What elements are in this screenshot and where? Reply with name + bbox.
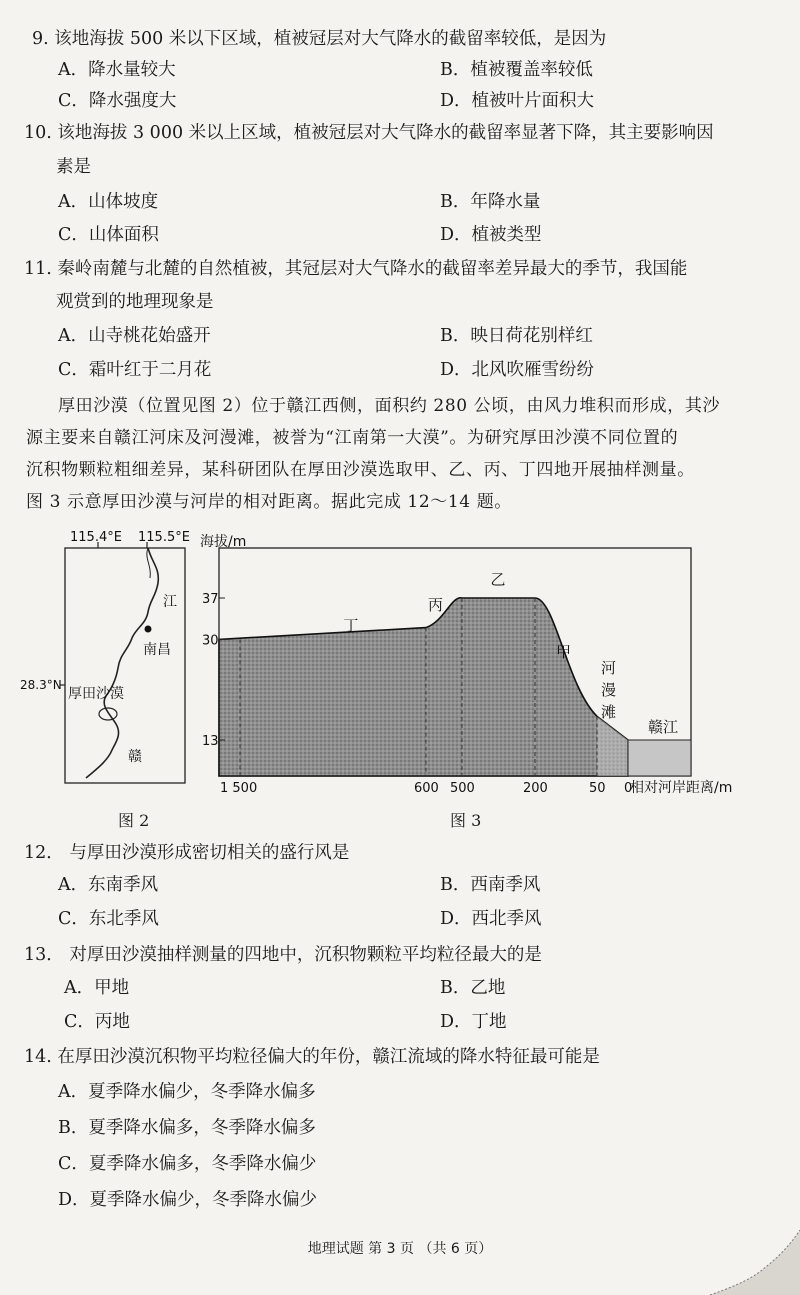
- option-c: C．丙地: [64, 1012, 130, 1032]
- option-c: C．山体面积: [58, 225, 159, 245]
- y-tick-label: 37: [202, 592, 219, 607]
- option-d: D．植被叶片面积大: [440, 91, 595, 111]
- question-number: 10.: [24, 123, 52, 143]
- figure-3-chart: [200, 528, 800, 803]
- passage-line: 厚田沙漠（位置见图 2）位于赣江西侧，面积约 280 公顷，由风力堆积而形成，其沙: [58, 396, 721, 416]
- x-tick-label: 0: [624, 781, 633, 796]
- question-10: [24, 118, 714, 148]
- option-c: C．东北季风: [58, 909, 159, 929]
- question-13: [24, 940, 542, 970]
- option-b: B．乙地: [440, 978, 506, 998]
- option-c: C．霜叶红于二月花: [58, 360, 212, 380]
- figure-3-caption: 图 3: [450, 811, 482, 830]
- y-tick-label: 30: [202, 633, 219, 649]
- floodplain-label: 漫: [601, 681, 617, 699]
- sample-site-label: 甲: [556, 643, 572, 662]
- question-number: 12．: [24, 843, 64, 863]
- option-d: D．丁地: [440, 1012, 507, 1032]
- desert-profile-area: [219, 595, 628, 776]
- option-b: B．西南季风: [440, 875, 541, 895]
- sample-site-label: 丁: [343, 616, 359, 635]
- question-stem: 该地海拔 3 000 米以上区域，植被冠层对大气降水的截留率显著下降，其主要影响因: [57, 123, 714, 143]
- question-number: 9.: [32, 29, 49, 49]
- question-14: [24, 1042, 600, 1072]
- option-b: B．夏季降水偏多，冬季降水偏多: [58, 1118, 316, 1138]
- question-stem: 在厚田沙漠沉积物平均粒径偏大的年份，赣江流域的降水特征最可能是: [57, 1047, 600, 1067]
- option-d: D．植被类型: [440, 225, 542, 245]
- option-a: A．山寺桃花始盛开: [58, 326, 211, 346]
- floodplain-label: 河: [601, 659, 617, 677]
- figure-2-map: [20, 528, 200, 788]
- passage: [26, 390, 772, 518]
- passage-line: 图 3 示意厚田沙漠与河岸的相对距离。据此完成 12～14 题。: [26, 492, 512, 512]
- x-axis-label: 相对河岸距离/m: [630, 780, 733, 796]
- figure-2-caption: 图 2: [118, 811, 150, 830]
- x-tick-label: 600: [414, 781, 439, 796]
- option-d: D．西北季风: [440, 909, 542, 929]
- passage-line: 沉积物颗粒粗细差异，某科研团队在厚田沙漠选取甲、乙、丙、丁四地开展抽样测量。: [26, 460, 695, 480]
- floodplain-label: 滩: [601, 703, 617, 721]
- option-d: D．北风吹雁雪纷纷: [440, 360, 595, 380]
- houtian-desert-outline: [99, 708, 117, 720]
- river-label: 赣江: [648, 718, 679, 736]
- question-9: [32, 24, 606, 54]
- question-stem: 对厚田沙漠抽样测量的四地中，沉积物颗粒平均粒径最大的是: [69, 945, 542, 965]
- option-a: A．东南季风: [58, 875, 159, 895]
- longitude-label-1: 115.4°E: [70, 530, 122, 545]
- question-12: [24, 838, 349, 868]
- page-footer: 地理试题 第 3 页 （共 6 页）: [307, 1241, 493, 1257]
- longitude-label-2: 115.5°E: [138, 530, 190, 545]
- question-number: 14.: [24, 1047, 52, 1067]
- question-stem: 秦岭南麓与北麓的自然植被，其冠层对大气降水的截留率差异最大的季节，我国能: [57, 259, 688, 279]
- river-label-jiang: 江: [163, 594, 177, 610]
- latitude-label: 28.3°N: [20, 678, 62, 692]
- map-frame: [65, 548, 185, 783]
- question-stem: 该地海拔 500 米以下区域，植被冠层对大气降水的截留率较低，是因为: [54, 29, 607, 49]
- question-number: 11.: [24, 259, 52, 279]
- gan-river: [86, 548, 158, 778]
- nanchang-label: 南昌: [143, 642, 171, 658]
- option-c: C．降水强度大: [58, 91, 177, 111]
- page-corner-shadow: [700, 1230, 800, 1295]
- question-11: [24, 254, 687, 284]
- question-stem: 与厚田沙漠形成密切相关的盛行风是: [69, 843, 350, 863]
- question-stem-continued: 素是: [56, 157, 91, 177]
- option-c: C．夏季降水偏多，冬季降水偏少: [58, 1154, 317, 1174]
- nanchang-city-icon: [145, 626, 152, 633]
- sample-site-label: 乙: [490, 570, 506, 589]
- x-tick-label: 50: [589, 781, 606, 796]
- sample-site-label: 丙: [428, 595, 444, 614]
- option-b: B．植被覆盖率较低: [440, 60, 593, 80]
- option-a: A．降水量较大: [58, 60, 176, 80]
- houtian-desert-label: 厚田沙漠: [68, 686, 124, 702]
- option-a: A．甲地: [64, 978, 130, 998]
- question-number: 13．: [24, 945, 64, 965]
- y-tick-label: 13: [202, 734, 219, 749]
- question-stem-continued: 观赏到的地理现象是: [56, 292, 214, 312]
- option-b: B．年降水量: [440, 192, 541, 212]
- passage-line: 源主要来自赣江河床及河漫滩，被誉为“江南第一大漠”。为研究厚田沙漠不同位置的: [26, 428, 679, 448]
- gan-river-water: [628, 740, 691, 776]
- river-label-gan: 赣: [128, 749, 142, 765]
- option-a: A．夏季降水偏少，冬季降水偏多: [58, 1082, 316, 1102]
- x-tick-label: 200: [523, 781, 548, 796]
- y-axis-label: 海拔/m: [200, 534, 247, 550]
- option-a: A．山体坡度: [58, 192, 159, 212]
- option-b: B．映日荷花别样红: [440, 326, 593, 346]
- x-tick-label: 1 500: [220, 781, 258, 796]
- floodplain-area: [597, 716, 628, 776]
- option-d: D．夏季降水偏少，冬季降水偏少: [58, 1190, 318, 1210]
- x-tick-label: 500: [450, 781, 475, 796]
